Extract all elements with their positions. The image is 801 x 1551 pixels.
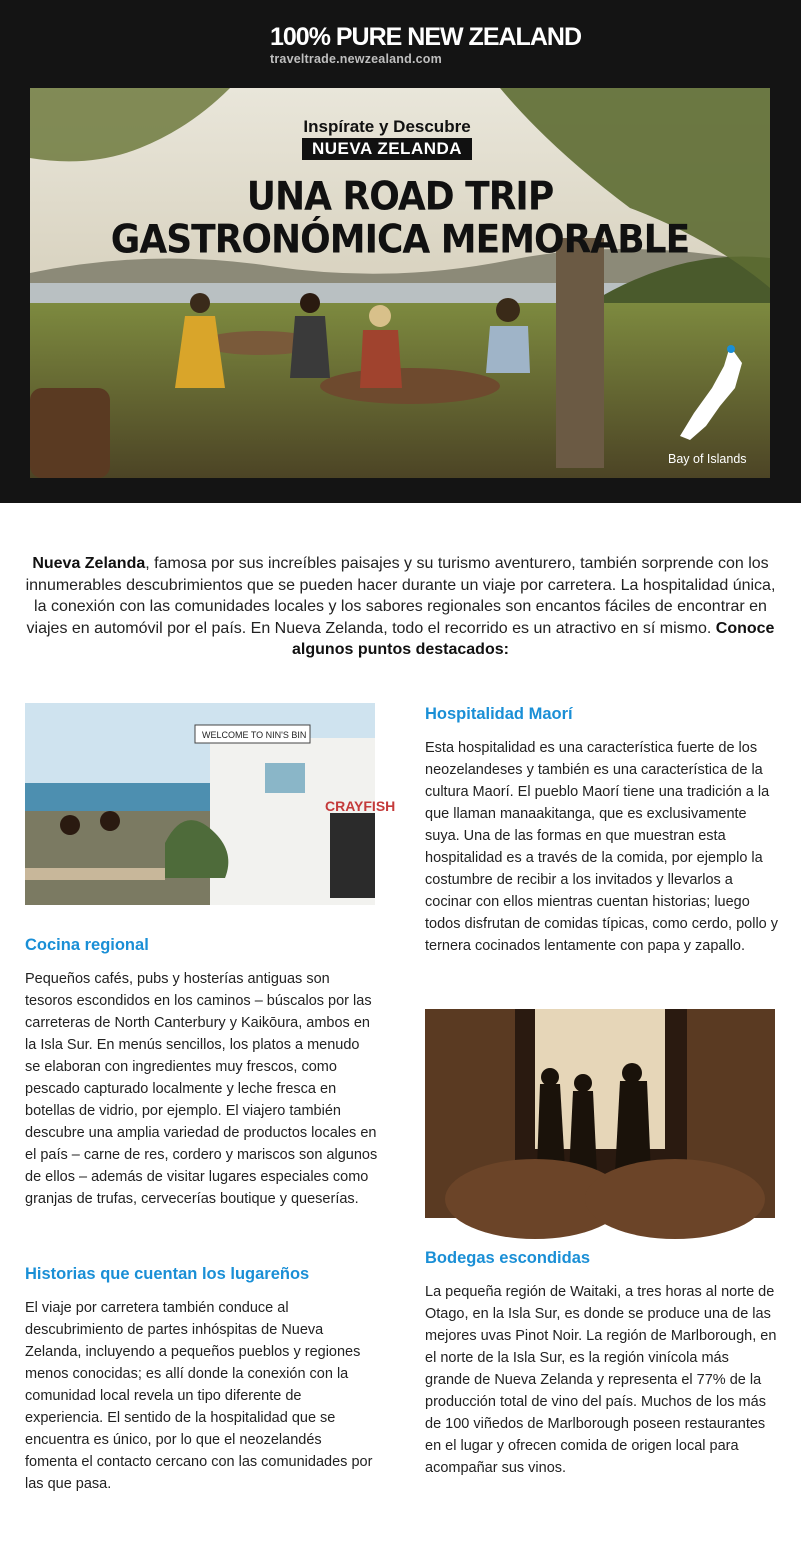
person-3: [369, 305, 391, 327]
hero-image[interactable]: [30, 88, 770, 478]
section-body-maori: Esta hospitalidad es una característica fuerte de los neozelandeses y también es una característica de la cultura Maorí. El pueblo Maorí tiene una tradición a la que llaman manaakitanga, que es exclusivamente suya. Una de las formas en que muestran esta hospitalidad es a través de la comida, por ejemplo la costumbre de recibir a los invitados y llevarlos a cocinar con ellos mientras cuentan historias; luego todos disfrutan de comidas típicas, como cerdo, pollo y ternera cocinados lentamente con papa y zapallo.: [425, 740, 779, 954]
brand-logo[interactable]: [270, 22, 581, 66]
hero-headline: [30, 176, 770, 262]
section-title-bodegas: Bodegas escondidas: [425, 1249, 591, 1267]
diner-1: [60, 815, 80, 835]
brand-title: 100% PURE NEW ZEALAND: [270, 23, 581, 51]
person-silhouette-3: [615, 1081, 651, 1174]
truck-window: [265, 763, 305, 793]
person-2-body: [290, 316, 330, 378]
person-head-3: [622, 1063, 642, 1083]
hero-country: NUEVA ZELANDA: [302, 138, 472, 160]
tree-trunk: [556, 238, 604, 468]
intro-closing: Conoce algunos puntos destacados:: [292, 619, 775, 659]
wine-barrel: [30, 388, 110, 478]
hero-tagline: [302, 117, 472, 160]
person-silhouette-2: [569, 1091, 597, 1174]
hero-headline-line1: UNA ROAD TRIP: [246, 174, 554, 219]
section-title-maori: Hospitalidad Maorí: [425, 705, 573, 723]
truck-chalkboard: [330, 813, 375, 898]
person-1: [190, 293, 210, 313]
hero-inspire: Inspírate y Descubre: [303, 117, 471, 136]
person-3-body: [360, 330, 402, 388]
section-title-historias: Historias que cuentan los lugareños: [25, 1265, 310, 1283]
person-head-2: [574, 1074, 592, 1092]
header-banner: [0, 0, 801, 503]
person-head-1: [541, 1068, 559, 1086]
section-body-bodegas: La pequeña región de Waitaki, a tres horas al norte de Otago, en la Isla Sur, es donde se produce una de las mejores uvas Pinot Noir. La región de Marlborough, en el norte de la Isla Sur, es la región vinícola más grande de Nueva Zelanda y representa el 77% de la producción total de vino del país. Muchos de los más de 100 viñedos de Marlborough poseen restaurantes en el lugar y ofrecen comida de origen local para acompañar sus vinos.: [425, 1284, 777, 1476]
person-4: [496, 298, 520, 322]
section-title-cocina: Cocina regional: [25, 936, 149, 954]
intro-text: , famosa por sus increíbles paisajes y su turismo aventurero, también sorprende con los innumerables descubrimientos que se pueden hacer durante un viaje por carretera. La hospitalidad única, la conexión con las comunidades locales y los sabores regionales son encantos fáciles de encontrar en viajes en automóvil por el país. En Nueva Zelanda, todo el recorrido es un atractivo en sí mismo.: [25, 555, 776, 637]
person-4-body: [486, 326, 530, 373]
wine-cellar-scene: [425, 1009, 775, 1218]
picnic-table: [25, 868, 165, 880]
intro-paragraph: [24, 553, 777, 661]
map-label: Bay of Islands: [668, 452, 747, 466]
food-truck-scene: [25, 703, 396, 905]
brand-url[interactable]: traveltrade.newzealand.com: [270, 52, 442, 66]
barrel-front-right: [585, 1159, 765, 1239]
truck-menu-text: CRAYFISH: [325, 798, 396, 814]
hero-headline-line2: GASTRONÓMICA MEMORABLE: [110, 217, 690, 263]
person-2: [300, 293, 320, 313]
photo-wine-cellar[interactable]: [425, 1009, 775, 1218]
sea: [25, 783, 225, 813]
intro-lead: Nueva Zelanda: [32, 555, 146, 572]
truck-sign-text: WELCOME TO NIN'S BIN: [202, 730, 307, 740]
map-location-dot: [727, 345, 735, 353]
photo-food-truck[interactable]: [25, 703, 396, 905]
section-body-historias: El viaje por carretera también conduce al descubrimiento de partes inhóspitas de Nueva Zelanda, incluyendo a pequeños pueblos y regiones menos conocidas; es allí donde la conexión con la comunidad local revela un tipo diferente de experiencia. El sentido de la hospitalidad que se encuentra es único, por lo que el neozelandés fomenta el contacto cercano con las comunidades por las que pasa.: [25, 1300, 373, 1492]
table-right: [320, 368, 500, 404]
diner-2: [100, 811, 120, 831]
section-body-cocina: Pequeños cafés, pubs y hosterías antiguas son tesoros escondidos en los caminos – búscalos por las carreteras de North Canterbury y Kaikōura, ambos en la Isla Sur. En menús sencillos, los platos a menudo se elaboran con ingredientes muy frescos, como pescado capturado localmente y leche fresca en botellas de vidrio, por ejemplo. El viajero también descubre una amplia variedad de productos locales en el país – carne de res, cordero y mariscos son algunos de ellos – además de visitar lugares especiales como granjas de trufas, cervecerías boutique y queserías.: [25, 971, 378, 1207]
